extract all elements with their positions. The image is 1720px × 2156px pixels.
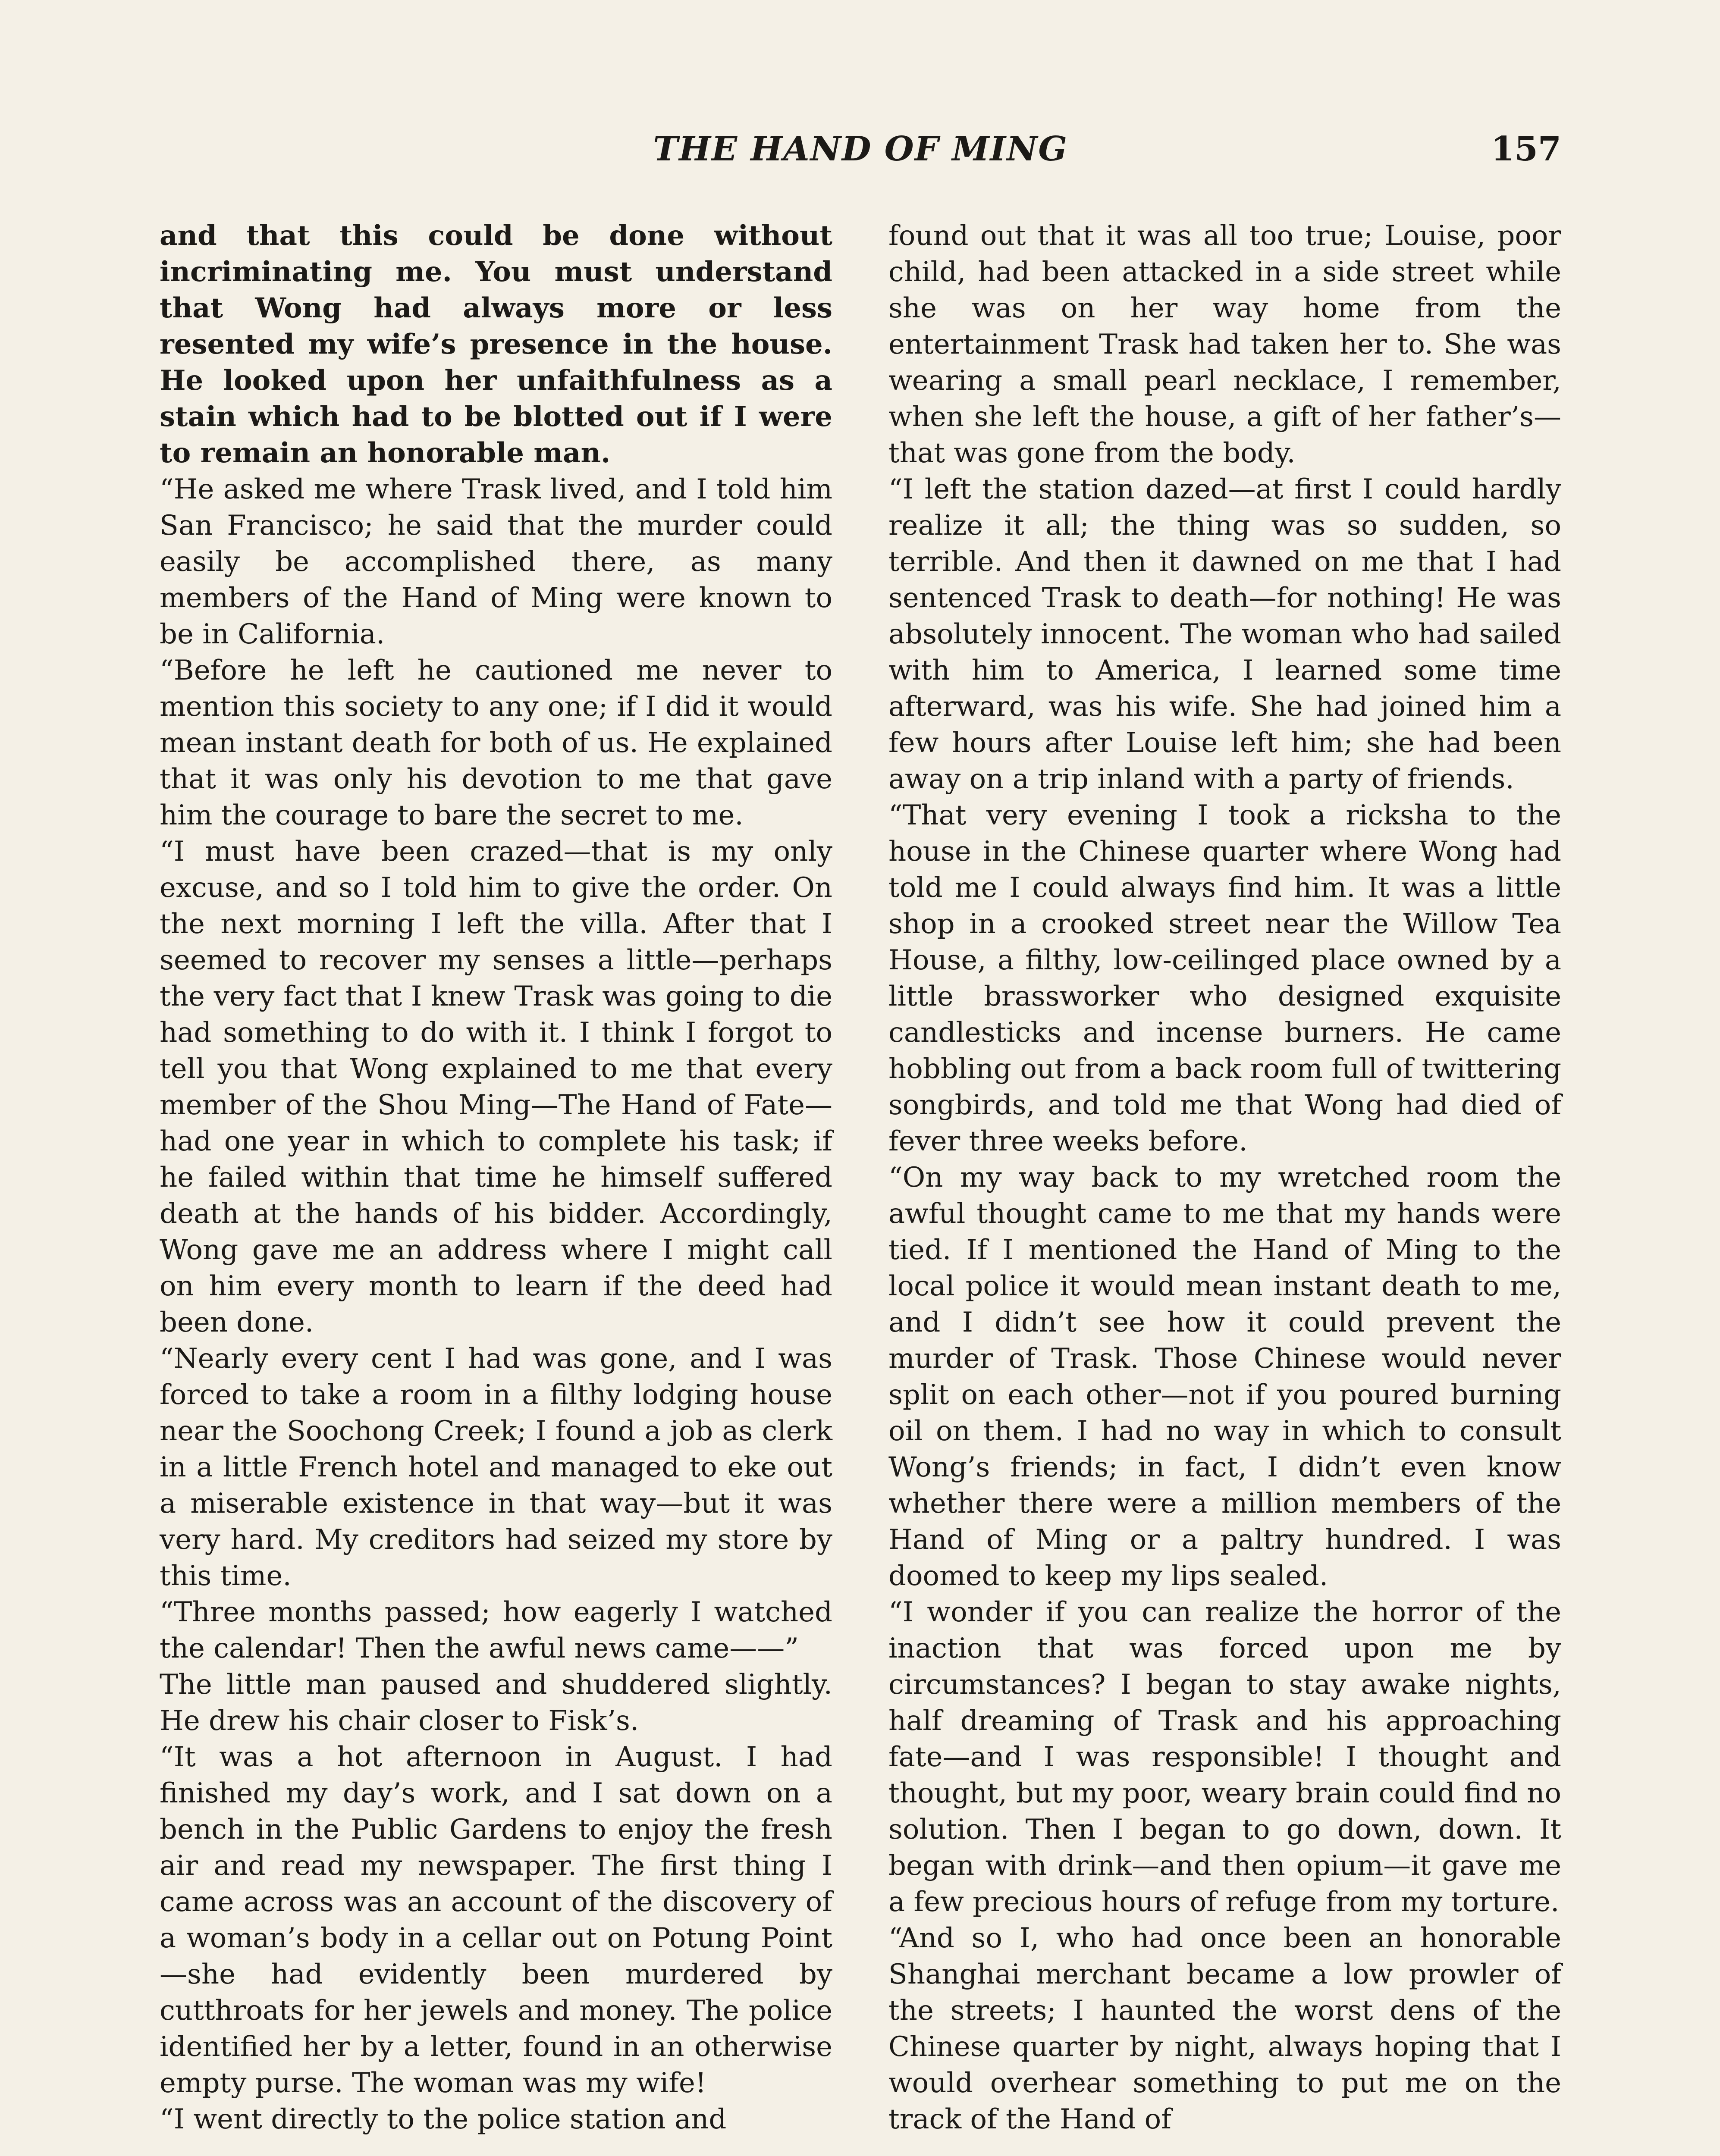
paragraph: “Before he left he cautioned me never to mention this society to any one; if I did it would mean instant death for both of us. He explained that it was only his devotion to me that gave him the courage to bare the secret to me.	[160, 655, 832, 831]
paragraph: found out that it was all too true; Louise, poor child, had been attacked in a side street while she was on her way home from the entertainment Trask had taken her to. She was wearing a small pearl necklace, I remember, when she left the house, a gift of her father’s—that was gone from the body.	[888, 220, 1561, 469]
paragraph: “That very evening I took a ricksha to the house in the Chinese quarter where Wong had told me I could always find him. It was a little shop in a crooked street near the Willow Tea House, a filthy, low-ceilinged place owned by a little brassworker who designed exquisite candlesticks and incense burners. He came hobbling out from a back room full of twittering songbirds, and told me that Wong had died of fever three weeks before.	[888, 799, 1561, 1157]
right-column	[888, 218, 1561, 2137]
running-title: THE HAND OF MING	[653, 129, 1068, 169]
paragraph: “He asked me where Trask lived, and I told him San Francisco; he said that the murder could easily be accomplished there, as many members of the Hand of Ming were known to be in California.	[160, 473, 832, 650]
paragraph: “On my way back to my wretched room the awful thought came to me that my hands were tied. If I mentioned the Hand of Ming to the local police it would mean instant death to me, and I didn’t see how it could prevent the murder of Trask. Those Chinese would never split on each other—not if you poured burning oil on them. I had no way in which to consult Wong’s friends; in fact, I didn’t even know whether there were a million members of the Hand of Ming or a paltry hundred. I was doomed to keep my lips sealed.	[888, 1162, 1561, 1592]
paragraph: “I left the station dazed—at first I could hardly realize it all; the thing was so sudden, so terrible. And then it dawned on me that I had sentenced Trask to death—for nothing! He was absolutely innocent. The woman who had sailed with him to America, I learned some time afterward, was his wife. She had joined him a few hours after Louise left him; she had been away on a trip inland with a party of friends.	[888, 473, 1561, 795]
paragraph: “It was a hot afternoon in August. I had finished my day’s work, and I sat down on a bench in the Public Gardens to enjoy the fresh air and read my newspaper. The first thing I came across was an account of the discovery of a woman’s body in a cellar out on Potung Point—she had evidently been murdered by cutthroats for her jewels and money. The police identified her by a letter, found in an otherwise empty purse. The woman was my wife!	[160, 1741, 832, 2099]
paragraph: and that this could be done without incriminating me. You must understand that Wong had always more or less resented my wife’s presence in the house. He looked upon her unfaithfulness as a stain which had to be blotted out if I were to remain an honorable man.	[160, 219, 832, 469]
paragraph: “I must have been crazed—that is my only excuse, and so I told him to give the order. On the next morning I left the villa. After that I seemed to recover my senses a little—perhaps the very fact that I knew Trask was going to die had something to do with it. I think I forgot to tell you that Wong explained to me that every member of the Shou Ming—The Hand of Fate—had one year in which to complete his task; if he failed within that time he himself suffered death at the hands of his bidder. Accordingly, Wong gave me an address where I might call on him every month to learn if the deed had been done.	[160, 836, 832, 1338]
paragraph: The little man paused and shuddered slightly. He drew his chair closer to Fisk’s.	[160, 1669, 832, 1737]
paragraph: “Nearly every cent I had was gone, and I was forced to take a room in a filthy lodging house near the Soochong Creek; I found a job as clerk in a little French hotel and managed to eke out a miserable existence in that way—but it was very hard. My creditors had seized my store by this time.	[160, 1343, 832, 1592]
paragraph: “I wonder if you can realize the horror of the inaction that was forced upon me by circumstances? I began to stay awake nights, half dreaming of Trask and his approaching fate—and I was responsible! I thought and thought, but my poor, weary brain could find no solution. Then I began to go down, down. It began with drink—and then opium—it gave me a few precious hours of refuge from my torture.	[888, 1596, 1561, 1918]
paragraph: “And so I, who had once been an honorable Shanghai merchant became a low prowler of the streets; I haunted the worst dens of the Chinese quarter by night, always hoping that I would overhear something to put me on the track of the Hand of	[888, 1922, 1561, 2135]
paragraph: “Three months passed; how eagerly I watched the calendar! Then the awful news came——”	[160, 1596, 832, 1664]
page-number: 157	[1491, 129, 1561, 169]
left-column	[160, 218, 832, 2137]
paragraph: “I went directly to the police station and	[160, 2103, 727, 2135]
text-columns	[160, 218, 1561, 2137]
running-head	[160, 129, 1561, 181]
